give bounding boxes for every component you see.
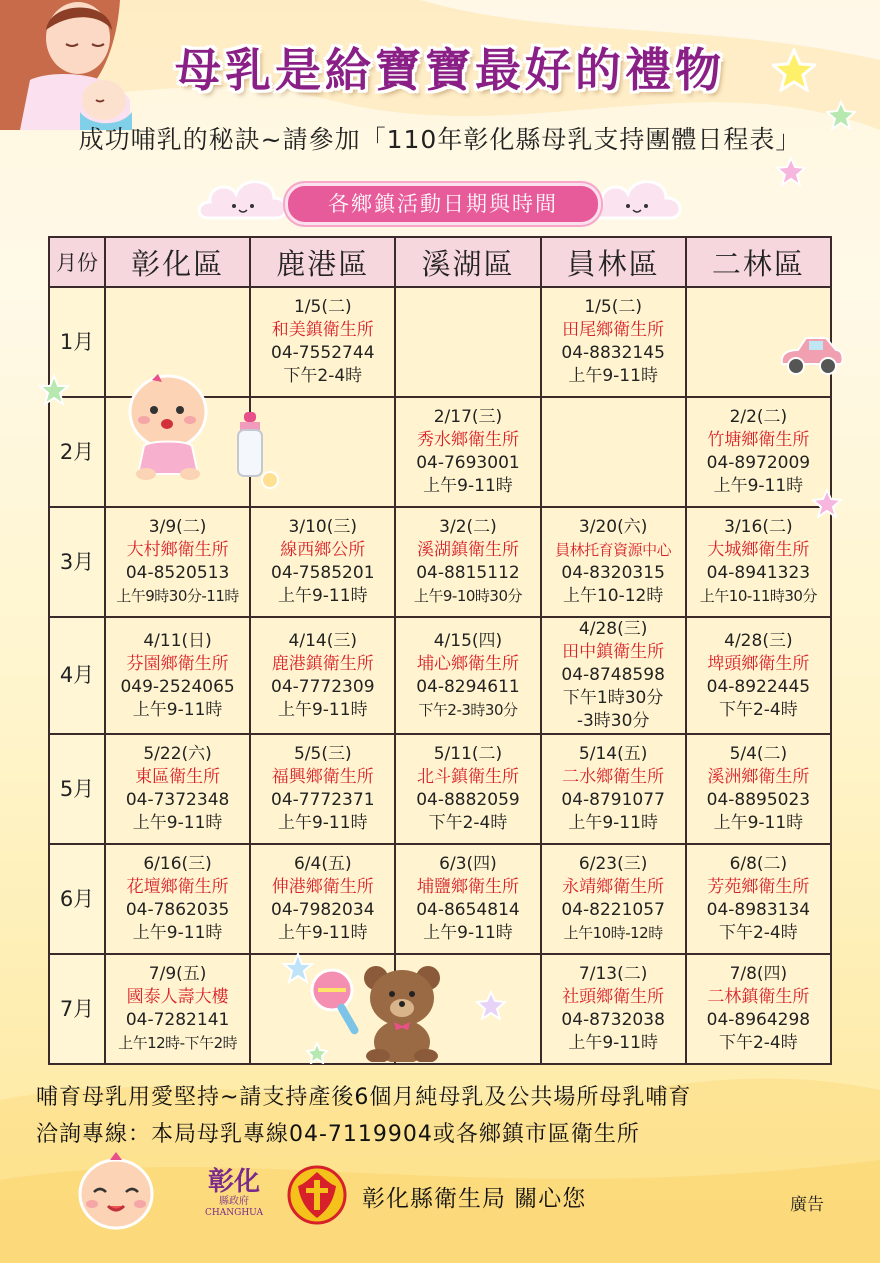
- month-cell: 4月: [49, 617, 105, 734]
- event-phone: 04-7862035: [125, 900, 230, 920]
- event-cell: [541, 844, 686, 954]
- schedule-table: [48, 236, 832, 1065]
- event-phone: 04-7772371: [271, 790, 375, 810]
- cloud-icon: [588, 170, 686, 224]
- event-date: 4/14(三): [288, 630, 357, 651]
- event-phone: 04-8520513: [125, 563, 230, 583]
- event-phone: 04-8654814: [416, 900, 520, 920]
- district-header: 彰化區: [105, 237, 250, 287]
- table-row: [49, 507, 831, 617]
- table-row: [49, 734, 831, 844]
- event-place: 埔心鄉衛生所: [416, 653, 519, 674]
- logo-text: 彰化: [207, 1167, 260, 1197]
- star-icon: [776, 156, 806, 186]
- event-phone: 04-7282141: [125, 1010, 230, 1030]
- event-cell: [250, 507, 395, 617]
- event-time: 上午9-11時: [423, 476, 513, 496]
- event-place: 永靖鄉衛生所: [562, 877, 665, 897]
- health-bureau-emblem: [286, 1164, 348, 1226]
- event-cell: [541, 617, 686, 734]
- event-phone: 04-8922445: [706, 676, 811, 697]
- event-place: 國泰人壽大樓: [126, 987, 229, 1007]
- event-place: 大城鄉衛生所: [707, 540, 810, 560]
- table-row: [49, 617, 831, 734]
- event-date: 1/5(二): [584, 297, 642, 317]
- month-cell: 3月: [49, 507, 105, 617]
- month-cell: 5月: [49, 734, 105, 844]
- event-time: 上午9-11時: [568, 1033, 658, 1053]
- event-place: 和美鎮衛生所: [271, 320, 374, 340]
- event-place: 大村鄉衛生所: [126, 540, 229, 560]
- event-phone: 04-8882059: [416, 790, 520, 810]
- event-phone: 04-7372348: [125, 790, 230, 810]
- event-phone: 04-7585201: [271, 563, 375, 583]
- event-date: 6/23(三): [578, 854, 648, 874]
- section-banner: 各鄉鎮活動日期與時間: [285, 183, 601, 225]
- event-phone: 04-8815112: [416, 563, 520, 583]
- event-phone: 04-8748598: [561, 665, 665, 685]
- event-time: 上午9-11時: [132, 699, 223, 720]
- event-date: 1/5(二): [293, 297, 352, 317]
- event-date: 6/16(三): [143, 854, 212, 874]
- event-place: 埤頭鄉衛生所: [707, 653, 810, 674]
- month-column-header: 月份: [49, 237, 105, 287]
- event-place: 花壇鄉衛生所: [126, 877, 229, 897]
- table-row: [49, 844, 831, 954]
- event-cell: [105, 507, 250, 617]
- event-phone: 04-8964298: [706, 1010, 811, 1030]
- ad-label: 廣告: [790, 1195, 824, 1215]
- event-date: 5/22(六): [143, 744, 212, 764]
- event-phone: 04-8732038: [561, 1010, 665, 1030]
- event-cell: [686, 844, 831, 954]
- baby-bottle-icon: [230, 408, 282, 490]
- toy-car-icon: [776, 330, 846, 378]
- empty-cell: [541, 397, 686, 507]
- event-phone: 04-8941323: [706, 563, 811, 583]
- event-cell: [105, 844, 250, 954]
- teddy-bear-icon: [356, 962, 448, 1062]
- month-cell: 7月: [49, 954, 105, 1064]
- star-icon: [38, 374, 70, 406]
- event-phone: 04-8320315: [561, 563, 665, 583]
- event-time: 上午10-11時30分: [699, 587, 817, 605]
- event-time: 上午9-11時: [423, 923, 513, 943]
- event-time: 上午9-11時: [713, 813, 804, 833]
- baby-girl-illustration: [118, 370, 218, 482]
- month-cell: 2月: [49, 397, 105, 507]
- event-phone: 04-8983134: [706, 900, 811, 920]
- event-phone: 04-8294611: [416, 676, 520, 697]
- event-place: 線西鄉公所: [280, 540, 366, 560]
- event-cell: [541, 734, 686, 844]
- event-place: 伸港鄉衛生所: [271, 877, 374, 897]
- event-cell: [105, 954, 250, 1064]
- event-place: 埔鹽鄉衛生所: [416, 877, 519, 897]
- event-phone: 04-8972009: [706, 453, 811, 473]
- event-date: 5/14(五): [578, 744, 648, 764]
- event-time: 上午9-11時: [713, 476, 804, 496]
- star-icon: [476, 990, 506, 1020]
- event-place: 福興鄉衛生所: [271, 767, 374, 787]
- event-date: 5/5(三): [293, 744, 352, 764]
- event-date: 5/11(二): [433, 744, 503, 764]
- event-date: 4/28(三): [724, 630, 793, 651]
- event-cell: [395, 734, 540, 844]
- event-cell: [250, 617, 395, 734]
- event-cell: [395, 397, 540, 507]
- event-date: 3/16(二): [724, 517, 793, 537]
- district-header: 二林區: [686, 237, 831, 287]
- event-place: 二水鄉衛生所: [562, 767, 665, 787]
- changhua-county-logo: [200, 1168, 268, 1219]
- event-place: 秀水鄉衛生所: [416, 430, 519, 450]
- event-cell: [105, 617, 250, 734]
- event-phone: 04-7982034: [271, 900, 375, 920]
- star-icon: [306, 1042, 328, 1064]
- event-cell: [250, 844, 395, 954]
- footer-hotline: 洽詢專線：本局母乳專線04-7119904或各鄉鎮市區衛生所: [36, 1122, 640, 1147]
- event-cell: [250, 287, 395, 397]
- event-place: 田中鎮衛生所: [562, 642, 665, 662]
- event-date: 6/8(二): [729, 854, 788, 874]
- event-phone: 04-8791077: [561, 790, 665, 810]
- event-phone: 04-8895023: [706, 790, 811, 810]
- star-icon: [812, 488, 842, 518]
- logo-english: CHANGHUA: [205, 1208, 263, 1218]
- footer-slogan: 哺育母乳用愛堅持~請支持產後6個月純母乳及公共場所母乳哺育: [36, 1085, 692, 1110]
- event-time: 下午2-4時: [428, 813, 508, 833]
- event-time: 上午12時-下午2時: [118, 1034, 238, 1052]
- page-title: 母乳是給寶寶最好的禮物: [175, 43, 725, 97]
- subtitle: 成功哺乳的秘訣~請參加「110年彰化縣母乳支持團體日程表」: [78, 125, 802, 154]
- event-time: 上午9-11時: [277, 813, 368, 833]
- event-time: 上午9時30分-11時: [116, 587, 239, 605]
- event-time: 下午2-4時: [718, 1033, 798, 1053]
- event-place: 溪湖鎮衛生所: [416, 540, 519, 560]
- event-phone: 04-7552744: [271, 343, 375, 363]
- table-header-row: [49, 237, 831, 287]
- event-place: 東區衛生所: [135, 767, 221, 787]
- event-cell: [395, 507, 540, 617]
- event-date: 4/28(三): [578, 619, 648, 639]
- event-place: 溪洲鄉衛生所: [707, 767, 810, 787]
- event-date: 3/2(二): [439, 517, 497, 537]
- month-cell: 1月: [49, 287, 105, 397]
- event-place: 芬園鄉衛生所: [126, 653, 229, 674]
- event-date: 3/9(二): [148, 517, 207, 537]
- event-date: 2/2(二): [729, 407, 788, 427]
- event-date: 4/11(日): [143, 630, 212, 651]
- event-time: 上午9-10時30分: [413, 587, 523, 605]
- event-place: 竹塘鄉衛生所: [707, 430, 810, 450]
- event-date: 6/4(五): [293, 854, 352, 874]
- event-phone: 04-7772309: [271, 676, 375, 697]
- event-place: 員林托育資源中心: [555, 541, 672, 559]
- event-cell: [541, 287, 686, 397]
- event-time: 下午2-3時30分: [418, 700, 518, 719]
- event-phone: 04-8832145: [561, 343, 665, 363]
- event-cell: [105, 734, 250, 844]
- event-place: 北斗鎮衛生所: [416, 767, 519, 787]
- logo-subtext: 縣政府: [219, 1196, 249, 1207]
- baby-face-illustration: [74, 1150, 158, 1234]
- event-date: 7/8(四): [729, 964, 788, 984]
- event-cell: [686, 734, 831, 844]
- event-time: 上午9-11時: [568, 813, 658, 833]
- event-time: -3時30分: [576, 711, 650, 731]
- empty-cell: [395, 287, 540, 397]
- event-cell: [395, 844, 540, 954]
- event-cell: [686, 617, 831, 734]
- event-cell: [395, 617, 540, 734]
- mother-baby-illustration: [0, 0, 140, 130]
- event-cell: [686, 397, 831, 507]
- event-cell: [541, 507, 686, 617]
- event-phone: 049-2524065: [120, 676, 235, 697]
- event-date: 2/17(三): [433, 407, 503, 427]
- event-time: 上午9-11時: [277, 699, 368, 720]
- event-cell: [686, 507, 831, 617]
- event-date: 7/13(二): [578, 964, 648, 984]
- department-signature: 彰化縣衛生局 關心您: [362, 1186, 587, 1212]
- event-time: 上午10-12時: [562, 586, 664, 606]
- event-place: 田尾鄉衛生所: [562, 320, 665, 340]
- event-place: 芳苑鄉衛生所: [707, 877, 810, 897]
- district-header: 溪湖區: [395, 237, 540, 287]
- district-header: 鹿港區: [250, 237, 395, 287]
- event-cell: [686, 954, 831, 1064]
- event-time: 上午9-11時: [568, 366, 658, 386]
- event-place: 二林鎮衛生所: [707, 987, 810, 1007]
- cloud-icon: [196, 172, 292, 224]
- event-date: 3/10(三): [288, 517, 357, 537]
- event-place: 鹿港鎮衛生所: [271, 653, 374, 674]
- event-time: 上午9-11時: [132, 813, 223, 833]
- event-date: 4/15(四): [433, 630, 503, 651]
- event-time: 上午9-11時: [277, 923, 368, 943]
- event-place: 社頭鄉衛生所: [562, 987, 665, 1007]
- event-time: 上午9-11時: [132, 923, 223, 943]
- district-header: 員林區: [541, 237, 686, 287]
- event-time: 上午10時-12時: [563, 924, 663, 942]
- event-date: 5/4(二): [729, 744, 788, 764]
- event-date: 7/9(五): [148, 964, 207, 984]
- star-icon: [772, 48, 816, 92]
- event-phone: 04-8221057: [561, 900, 665, 920]
- event-time: 上午9-11時: [277, 586, 368, 606]
- event-cell: [250, 734, 395, 844]
- event-date: 3/20(六): [578, 517, 648, 537]
- event-cell: [541, 954, 686, 1064]
- event-time: 下午2-4時: [718, 923, 798, 943]
- event-date: 6/3(四): [439, 854, 497, 874]
- event-time: 下午2-4時: [718, 699, 798, 720]
- event-phone: 04-7693001: [416, 453, 520, 473]
- event-time: 下午2-4時: [283, 366, 363, 386]
- month-cell: 6月: [49, 844, 105, 954]
- event-time: 下午1時30分: [562, 688, 664, 708]
